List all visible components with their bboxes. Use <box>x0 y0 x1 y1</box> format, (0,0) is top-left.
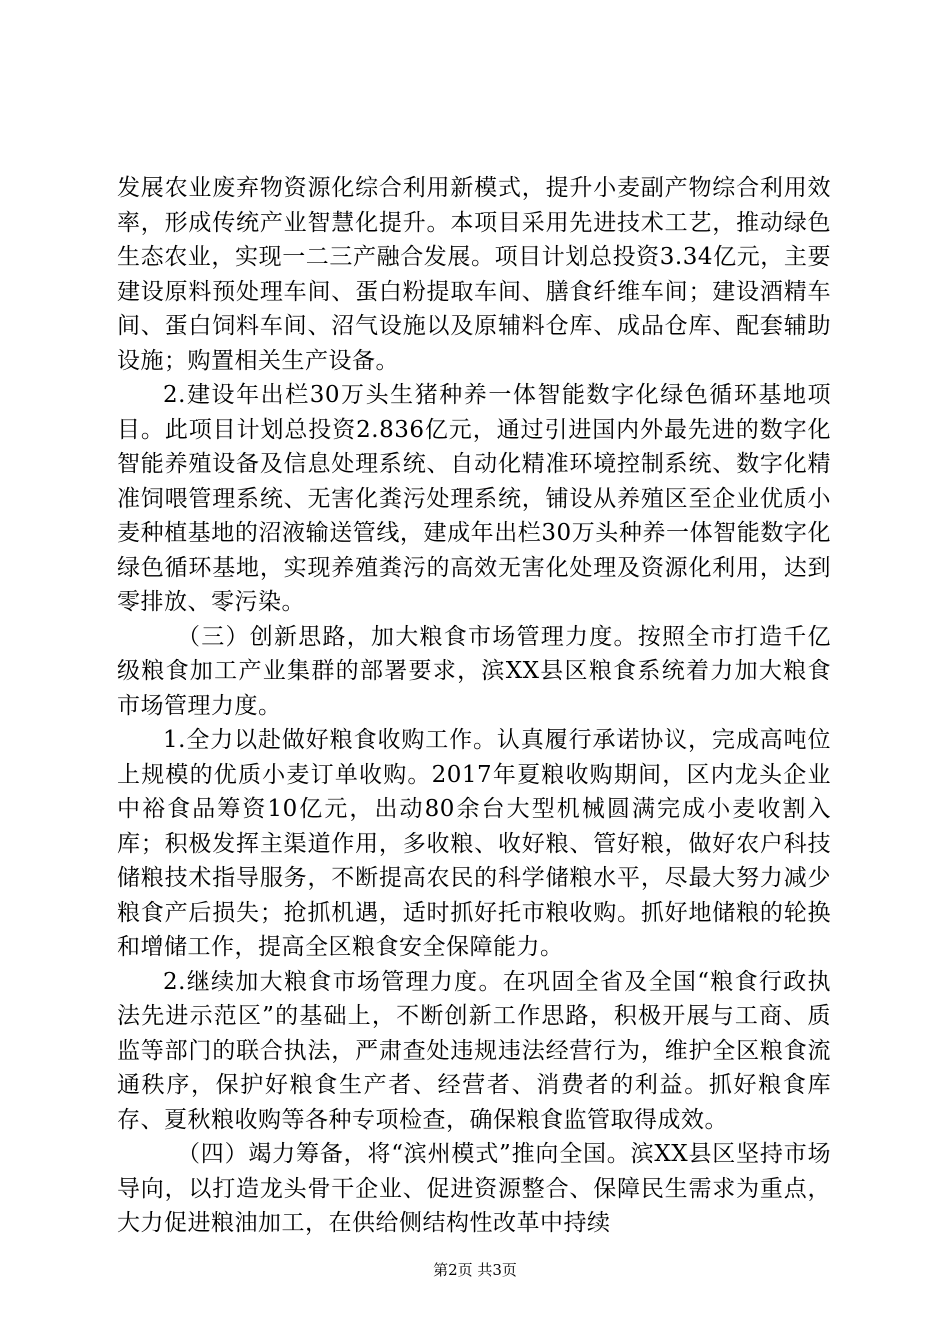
paragraph-section-4-heading: （四）竭力筹备，将“滨州模式”推向全国。滨XX县区坚持市场导向，以打造龙头骨干企业、促进资源整合、保障民生需求为重点，大力促进粮油加工，在供给侧结构性改革中持续 <box>117 1141 831 1236</box>
paragraph-grain-purchase: 1.全力以赴做好粮食收购工作。认真履行承诺协议，完成高吨位上规模的优质小麦订单收购。2017年夏粮收购期间，区内龙头企业中裕食品筹资10亿元，出动80余台大型机械圆满完成小麦收割入库；积极发挥主渠道作用，多收粮、收好粮、管好粮，做好农户科技储粮技术指导服务，不断提高农民的科学储粮水平，尽最大努力减少粮食产后损失；抢抓机遇，适时抓好托市粮收购。抓好地储粮的轮换和增储工作，提高全区粮食安全保障能力。 <box>117 727 831 960</box>
document-body <box>117 171 831 1241</box>
paragraph-section-3-heading: （三）创新思路，加大粮食市场管理力度。按照全市打造千亿级粮食加工产业集群的部署要求，滨XX县区粮食系统着力加大粮食市场管理力度。 <box>117 623 831 719</box>
page-footer: 第2页 共3页 <box>433 1261 517 1279</box>
paragraph-project-2: 2.建设年出栏30万头生猪种养一体智能数字化绿色循环基地项目。此项目计划总投资2.836亿元，通过引进国内外最先进的数字化智能养殖设备及信息处理系统、自动化精准环境控制系统、数字化精准饲喂管理系统、无害化粪污处理系统，铺设从养殖区至企业优质小麦种植基地的沼液输送管线，建成年出栏30万头种养一体智能数字化绿色循环基地，实现养殖粪污的高效无害化处理及资源化利用，达到零排放、零污染。 <box>117 382 831 615</box>
paragraph-market-management: 2.继续加大粮食市场管理力度。在巩固全省及全国“粮食行政执法先进示范区”的基础上，不断创新工作思路，积极开展与工商、质监等部门的联合执法，严肃查处违规违法经营行为，维护全区粮食流通秩序，保护好粮食生产者、经营者、消费者的利益。抓好粮食库存、夏秋粮收购等各种专项检查，确保粮食监管取得成效。 <box>117 968 831 1133</box>
paragraph-project-1-continued: 发展农业废弃物资源化综合利用新模式，提升小麦副产物综合利用效率，形成传统产业智慧化提升。本项目采用先进技术工艺，推动绿色生态农业，实现一二三产融合发展。项目计划总投资3.34亿元，主要建设原料预处理车间、蛋白粉提取车间、膳食纤维车间；建设酒精车间、蛋白饲料车间、沼气设施以及原辅料仓库、成品仓库、配套辅助设施；购置相关生产设备。 <box>117 175 831 374</box>
